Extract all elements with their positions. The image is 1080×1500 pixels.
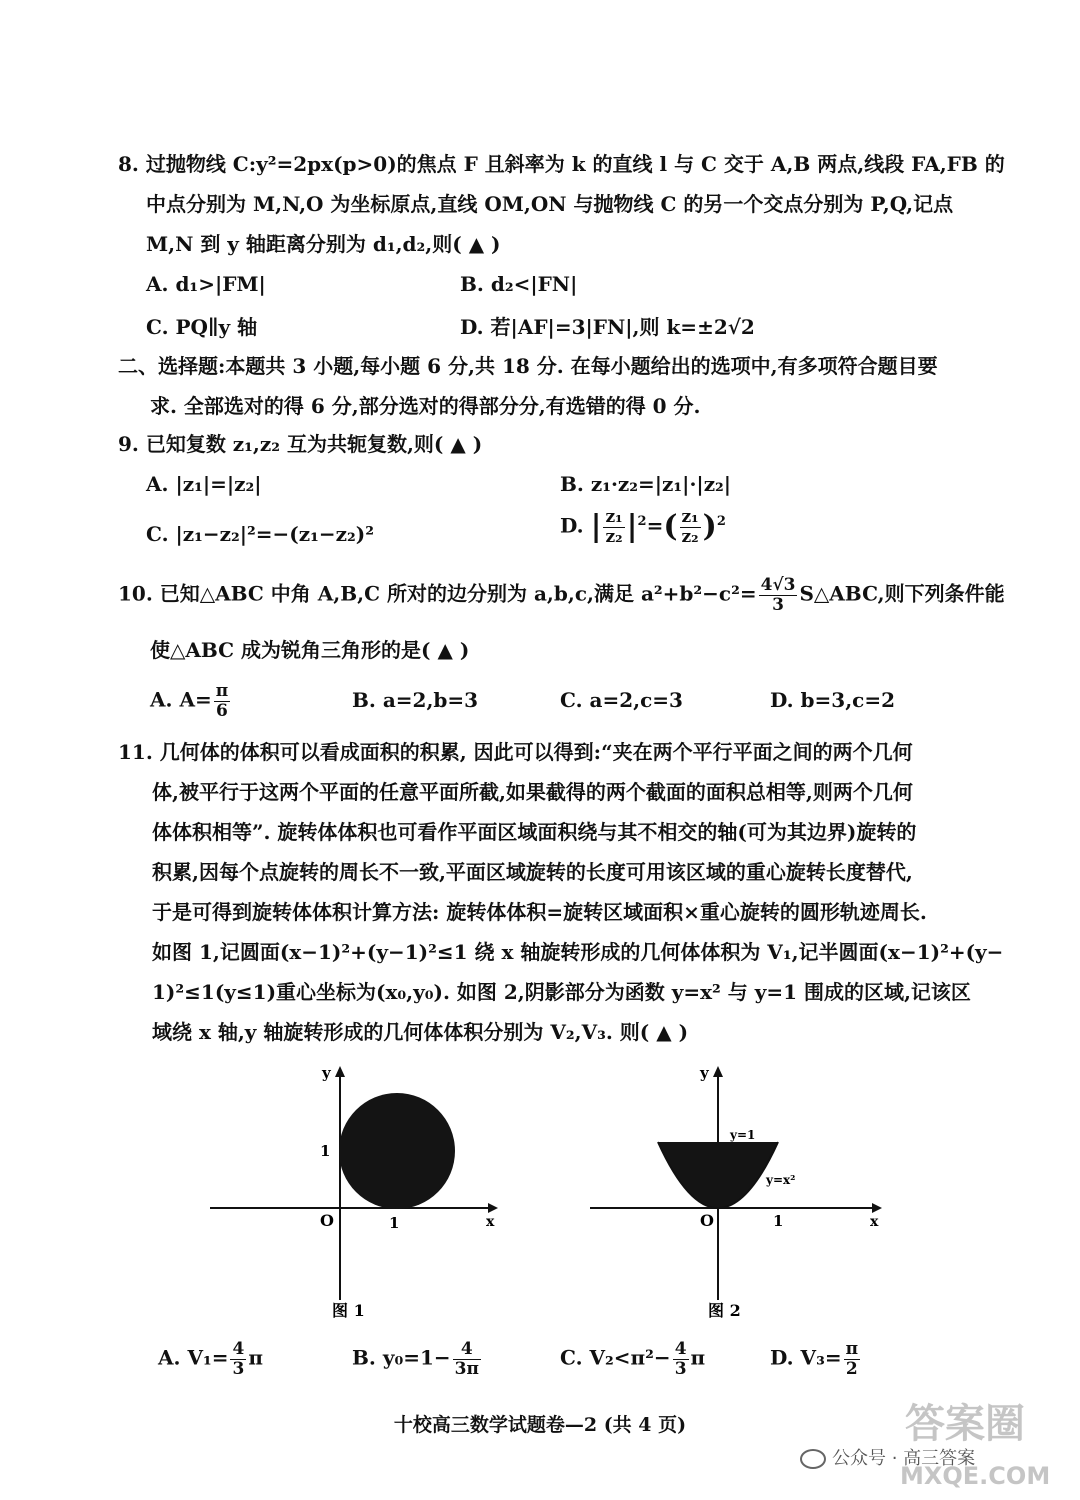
fig1-origin-label: O <box>320 1211 334 1230</box>
q9-option-d-fraction-left: $\frac{\text{z₁}}{\text{z₂}}$ <box>605 507 623 547</box>
page-footer: 十校高三数学试题卷—2 (共 4 页) <box>393 1414 687 1436</box>
q11-stem-line6: 如图 1,记圆面(x−1)²+(y−1)²≤1 绕 x 轴旋转形成的几何体体积为 V₁,记半圆面(x−1)²+(y− <box>152 940 1004 964</box>
q11-stem-line5: 于是可得到旋转体体积计算方法: 旋转体体积=旋转区域面积×重心旋转的圆形轨迹周长. <box>152 900 927 924</box>
q8-option-a: A. d₁>|FM| <box>146 272 266 296</box>
q11-stem-line3: 体体积相等”. 旋转体体积也可看作平面区域面积绕与其不相交的轴(可为其边界)旋转的 <box>152 820 917 844</box>
q11-stem-line4: 积累,因每个点旋转的周长不一致,平面区域旋转的长度可用该区域的重心旋转长度替代, <box>152 860 913 884</box>
figure-1 <box>200 1060 510 1330</box>
fig1-y-label: y <box>322 1064 331 1082</box>
q11-stem-line2: 体,被平行于这两个平面的任意平面所截,如果截得的两个截面的面积总相等,则两个几何 <box>152 780 913 804</box>
q8-option-b: B. d₂<|FN| <box>460 272 578 296</box>
watermark-site-text: MXQE.COM <box>900 1462 1051 1490</box>
fig2-origin-label: O <box>700 1211 714 1230</box>
q9-option-d-fraction-right: $\frac{\text{z₁}}{\text{z₂}}$ <box>681 507 699 547</box>
figure-2 <box>580 1060 890 1330</box>
q10-option-d: D. b=3,c=2 <box>770 688 896 712</box>
q8-stem-line2: 中点分别为 M,N,O 为坐标原点,直线 OM,ON 与抛物线 C 的另一个交点分别为 P,Q,记点 <box>146 192 954 216</box>
fig1-caption: 图 1 <box>332 1301 365 1320</box>
q11-option-d: D. V₃= $\frac{\pi}{2}$ <box>770 1339 859 1379</box>
fig1-y-tick-label: 1 <box>320 1142 331 1160</box>
q10-option-b: B. a=2,b=3 <box>352 688 479 712</box>
q8-option-d: D. 若|AF|=3|FN|,则 k=±2√2 <box>460 315 755 339</box>
fig2-x-label: x <box>870 1214 879 1230</box>
q8-stem-line3: M,N 到 y 轴距离分别为 d₁,d₂,则( ▲ ) <box>146 232 501 256</box>
q10-stem-line1: 10. 已知△ABC 中角 A,B,C 所对的边分别为 a,b,c,满足 a²+b²−c²= $\frac{4√3}{3}$ S△ABC,则下列条件能 <box>118 575 1005 615</box>
section2-header-line2: 求. 全部选对的得 6 分,部分选对的得部分分,有选错的得 0 分. <box>150 394 701 418</box>
q10-stem-line2: 使△ABC 成为锐角三角形的是( ▲ ) <box>150 638 470 662</box>
watermark-logo-text: 答案圈 <box>905 1401 1025 1447</box>
fig2-y-arrow-icon <box>713 1066 723 1077</box>
q10-option-a: A. A= $\frac{\pi}{6}$ <box>150 681 229 721</box>
fig1-x-tick-label: 1 <box>389 1214 400 1232</box>
q11-stem-line7: 1)²≤1(y≤1)重心坐标为(x₀,y₀). 如图 2,阴影部分为函数 y=x² 与 y=1 围成的区域,记该区 <box>152 980 971 1004</box>
fig2-caption: 图 2 <box>708 1301 741 1320</box>
q10-option-c: C. a=2,c=3 <box>560 688 683 712</box>
fig1-x-arrow-icon <box>488 1203 498 1213</box>
fig2-x-arrow-icon <box>872 1203 882 1213</box>
wechat-icon <box>800 1449 826 1469</box>
fig1-x-label: x <box>486 1214 495 1230</box>
fig2-line-label: y=1 <box>730 1128 756 1142</box>
q9-option-c: C. |z₁−z₂|²=−(z₁−z₂)² <box>146 522 374 546</box>
watermark-badge: 公众号 · 高三答案 <box>800 1448 975 1470</box>
q11-stem-line1: 11. 几何体的体积可以看成面积的积累, 因此可以得到:“夹在两个平行平面之间的两个几何 <box>118 740 913 764</box>
q10-coefficient-fraction: $\frac{4√3}{3}$ <box>760 575 796 615</box>
q9-option-d-label: D. <box>560 513 591 538</box>
section2-header-line1: 二、选择题:本题共 3 小题,每小题 6 分,共 18 分. 在每小题给出的选项中,有多项符合题目要 <box>118 354 938 378</box>
q9-option-b: B. z₁·z₂=|z₁|·|z₂| <box>560 472 732 496</box>
q11-option-a: A. V₁= $\frac{4}{3}$ π <box>158 1339 263 1379</box>
q9-option-a: A. |z₁|=|z₂| <box>146 472 262 496</box>
q11-option-c: C. V₂<π²− $\frac{4}{3}$ π <box>560 1339 706 1379</box>
q11-option-b: B. y₀=1− $\frac{4}{3\pi}$ <box>352 1339 479 1379</box>
fig2-x-tick-label: 1 <box>773 1212 784 1230</box>
fig1-disc <box>339 1093 455 1209</box>
fig2-y-label: y <box>700 1064 709 1082</box>
fig1-y-arrow-icon <box>335 1066 345 1077</box>
q11-stem-line8: 域绕 x 轴,y 轴旋转形成的几何体体积分别为 V₂,V₃. 则( ▲ ) <box>152 1020 689 1044</box>
fig2-curve-label: y=x² <box>766 1173 796 1187</box>
q8-stem-line1: 8. 过抛物线 C:y²=2px(p>0)的焦点 F 且斜率为 k 的直线 l 与 C 交于 A,B 两点,线段 FA,FB 的 <box>118 152 1005 176</box>
q8-option-c: C. PQ∥y 轴 <box>146 315 258 339</box>
q9-option-d: D. | $\frac{\text{z₁}}{\text{z₂}}$ $|^2=$( $\frac{\text{z₁}}{\text{z₂}}$ )$^2$ <box>560 507 726 547</box>
q9-stem: 9. 已知复数 z₁,z₂ 互为共轭复数,则( ▲ ) <box>118 432 483 456</box>
